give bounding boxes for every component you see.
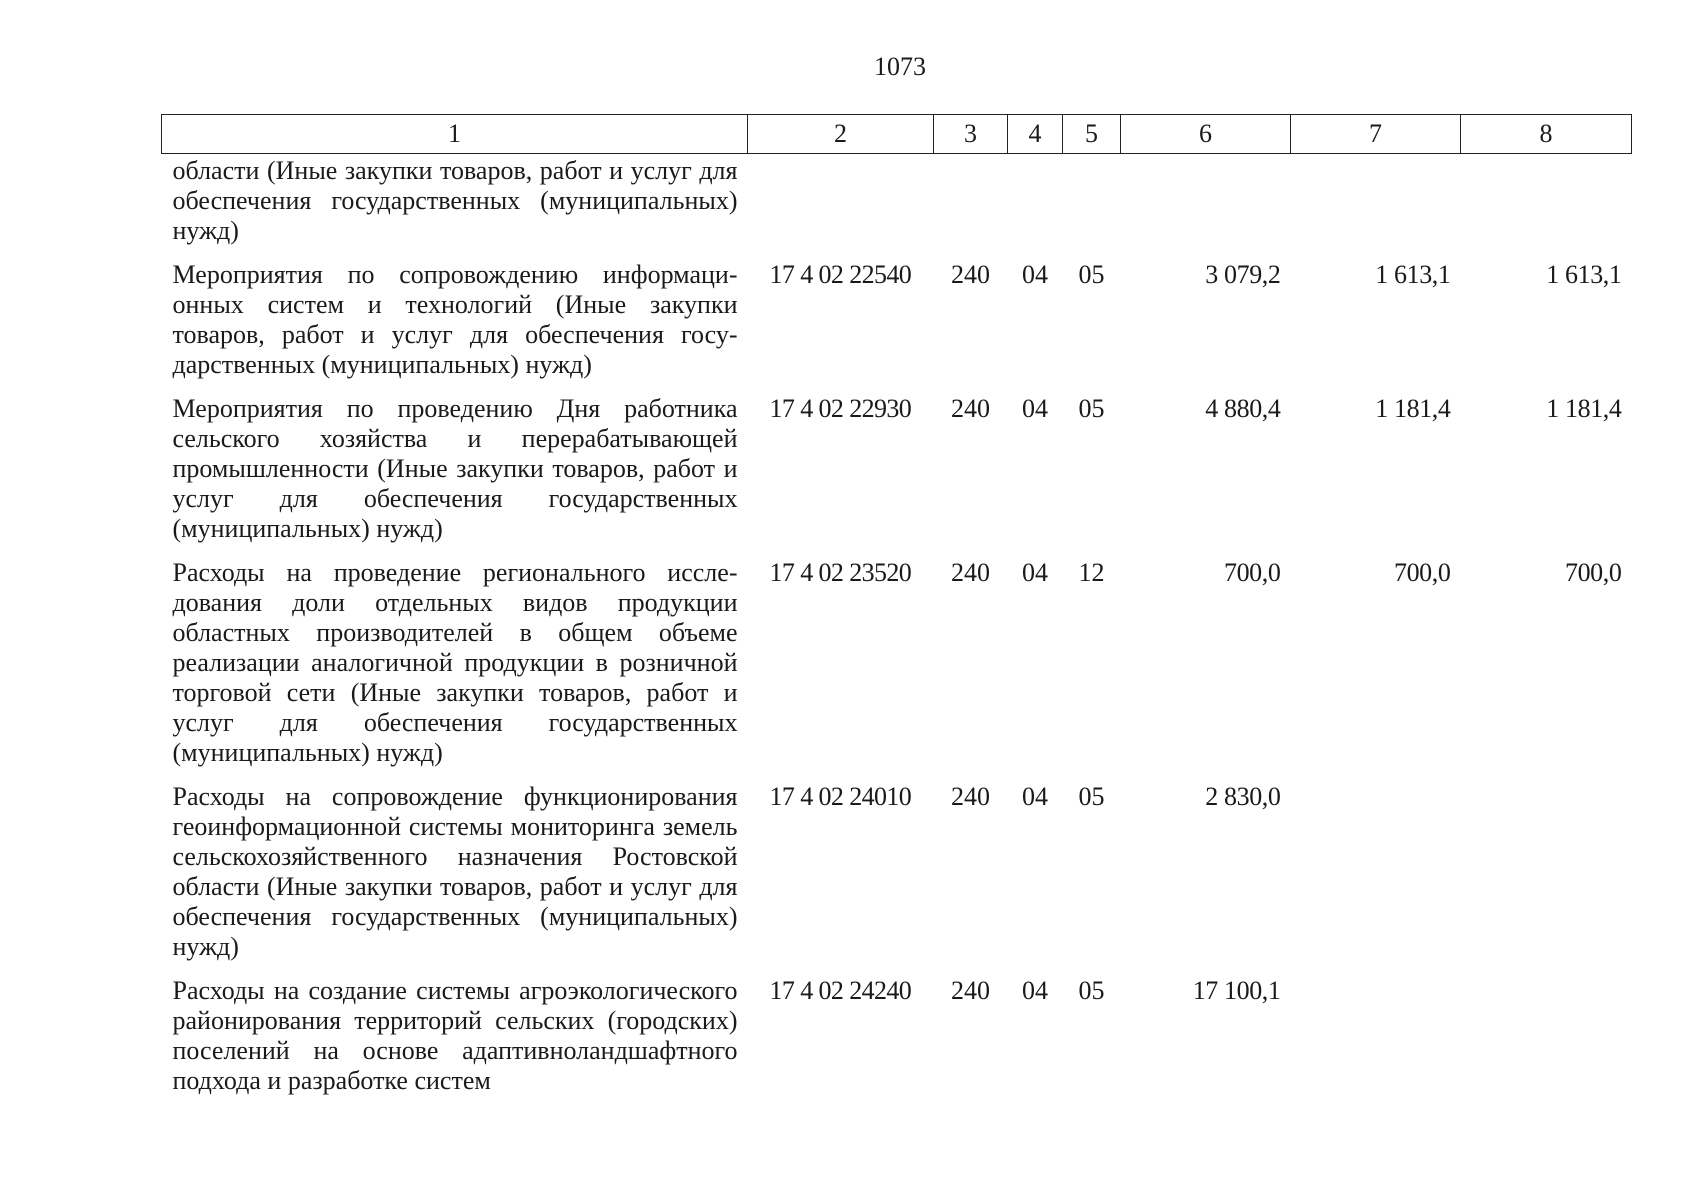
column-header-7: 7: [1291, 115, 1461, 154]
row-col-6: 3 079,2: [1205, 260, 1281, 289]
row-code: 17 4 02 24240: [769, 976, 912, 1005]
column-number-header-row: [162, 115, 1632, 154]
table-row: [162, 768, 1632, 962]
row-col-6: 17 100,1: [1192, 976, 1281, 1005]
row-col-7: 700,0: [1393, 558, 1451, 587]
row-col-7: 1 181,4: [1375, 394, 1451, 423]
row-col-3: 240: [951, 260, 990, 289]
row-col-5: [1063, 154, 1121, 247]
row-col-7: [1291, 768, 1461, 962]
row-col-8: [1461, 154, 1632, 247]
row-col-3: 240: [951, 394, 990, 423]
row-description: Расходы на создание системы агроэкологического районирования территорий сельских (городских) поселений на основе адаптивноландшафтного подхода и разработке систем: [172, 976, 738, 1095]
row-col-3: 240: [951, 782, 990, 811]
row-description: Расходы на сопровождение функционирования геоинформационной системы мониторинга земель сельскохозяйственного назначения Ростовской области (Иные закупки товаров, работ и услуг для обеспечения государственных (муниципальных) нужд): [172, 782, 738, 961]
row-col-7: [1291, 154, 1461, 247]
row-col-8: 1 613,1: [1546, 260, 1622, 289]
row-col-7: [1291, 962, 1461, 1096]
column-header-3: 3: [934, 115, 1008, 154]
row-col-4: 04: [1022, 394, 1048, 423]
row-col-6: 2 830,0: [1205, 782, 1281, 811]
row-col-3: [934, 154, 1008, 247]
row-code: 17 4 02 22930: [769, 394, 912, 423]
row-col-8: [1461, 962, 1632, 1096]
table-row: [162, 962, 1632, 1096]
budget-table: [161, 114, 1632, 1096]
row-code: 17 4 02 23520: [769, 558, 912, 587]
column-header-6: 6: [1121, 115, 1291, 154]
table-row: [162, 380, 1632, 544]
table-row: [162, 544, 1632, 768]
row-col-5: 05: [1078, 782, 1105, 811]
row-col-8: [1461, 768, 1632, 962]
row-col-4: 04: [1022, 782, 1048, 811]
row-col-7: 1 613,1: [1375, 260, 1451, 289]
column-header-8: 8: [1461, 115, 1632, 154]
row-col-8: 700,0: [1564, 558, 1622, 587]
row-col-5: 12: [1078, 558, 1105, 587]
table-row: [162, 154, 1632, 247]
column-header-5: 5: [1063, 115, 1121, 154]
row-col-4: 04: [1022, 260, 1048, 289]
row-col-5: 05: [1078, 976, 1105, 1005]
row-col-4: 04: [1022, 558, 1048, 587]
row-description: области (Иные закупки товаров, работ и услуг для обеспечения государственных (муниципальных) нужд): [172, 156, 738, 245]
row-col-5: 05: [1078, 260, 1105, 289]
column-header-1: 1: [162, 115, 748, 154]
row-col-8: 1 181,4: [1546, 394, 1622, 423]
row-col-4: 04: [1022, 976, 1048, 1005]
row-col-3: 240: [951, 558, 990, 587]
column-header-2: 2: [748, 115, 934, 154]
column-header-4: 4: [1008, 115, 1063, 154]
row-code: [748, 154, 934, 247]
table-row: [162, 246, 1632, 380]
row-col-6: 700,0: [1223, 558, 1281, 587]
row-col-6: 4 880,4: [1205, 394, 1281, 423]
row-col-3: 240: [951, 976, 990, 1005]
row-code: 17 4 02 24010: [769, 782, 912, 811]
row-col-4: [1008, 154, 1063, 247]
page-number: 1073: [874, 52, 926, 81]
row-description: Расходы на проведение регионального исследования доли отдельных видов продукции областных производителей в общем объеме реализации аналогичной продукции в розничной торговой сети (Иные закупки товаров, работ и услуг для обеспечения государственных (муниципальных) нужд): [172, 558, 738, 767]
row-description: Мероприятия по проведению Дня работника сельского хозяйства и перерабатывающей промышленности (Иные закупки товаров, работ и услуг для обеспечения государственных (муниципальных) нужд): [172, 394, 738, 543]
row-description: Мероприятия по сопровождению информационных систем и технологий (Иные закупки товаров, работ и услуг для обеспечения государственных (муниципальных) нужд): [172, 260, 738, 379]
row-col-6: [1121, 154, 1291, 247]
row-col-5: 05: [1078, 394, 1105, 423]
row-code: 17 4 02 22540: [769, 260, 912, 289]
